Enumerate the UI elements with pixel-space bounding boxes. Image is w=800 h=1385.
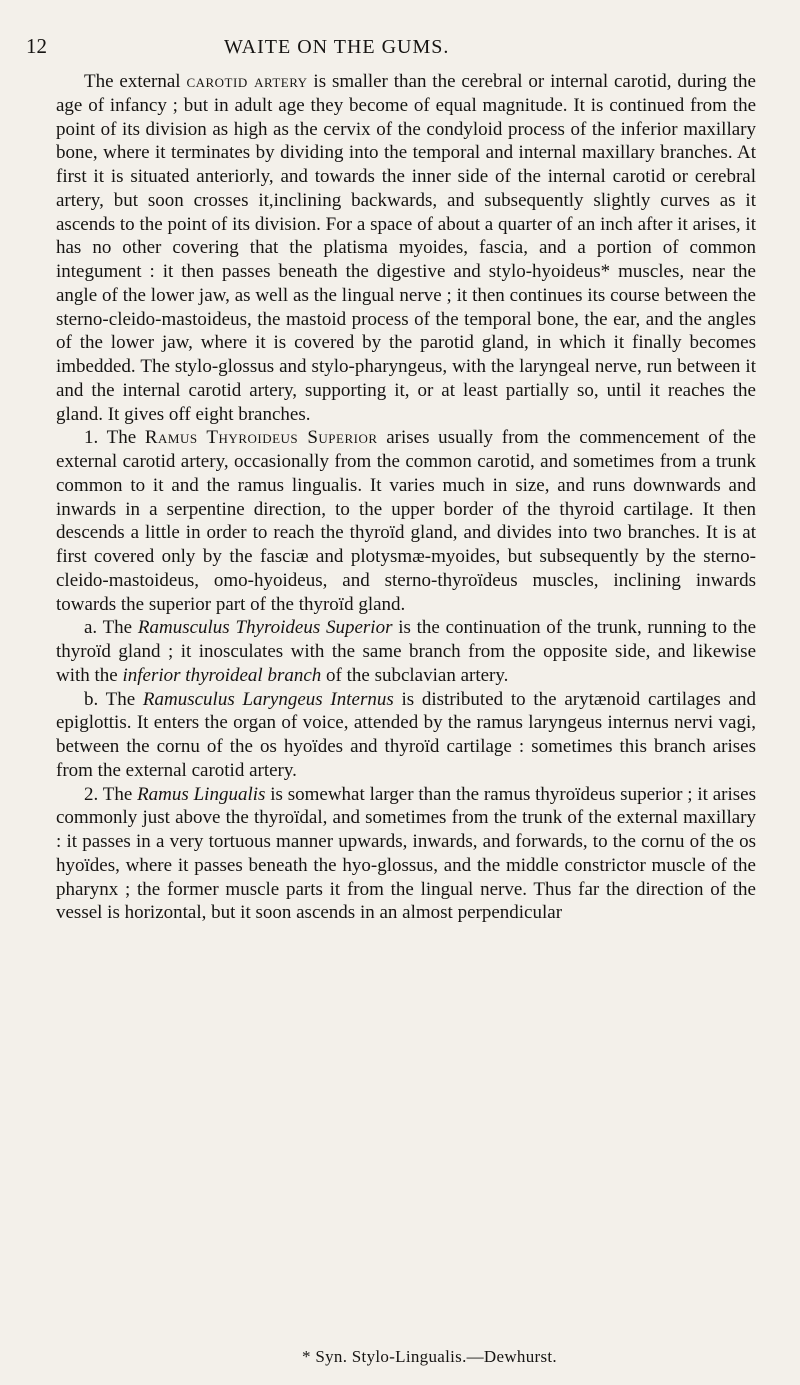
footnote: * Syn. Stylo-Lingualis.—Dewhurst. — [302, 1347, 557, 1366]
text-run: The external — [84, 71, 187, 92]
running-head — [26, 34, 756, 64]
italic-term: inferior thyroideal branch — [122, 664, 322, 686]
small-caps-term: carotid artery — [186, 71, 308, 92]
text-run: is smaller than the cerebral or internal carotid, during the age of infancy ; but in adult age they become of equal magnitude. It is continued from the point of its division as high as the cervix of the condyloid process of the inferior maxillary bone, where it terminates by dividing into the temporal and internal maxillary branches. At first it is situated anteriorly, and towards the inner side of the internal carotid or cerebral artery, but soon crosses it,inclining backwards, and subsequently slightly curves as it ascends to the point of its division. For a space of about a quarter of an inch after it arises, it has no other covering that the platisma myoides, fascia, and a portion of common integument : it then passes beneath the digestive and stylo-hyoideus* muscles, near the angle of the lower jaw, as well as the lingual nerve ; it then continues its course between the sterno-cleido-mastoideus, the mastoid process of the temporal bone, the ear, and the angles of the lower jaw, where it is covered by the parotid gland, in which it finally becomes imbedded. The stylo-glossus and stylo-pharyngeus, with the laryngeal nerve, run between it and the internal carotid artery, supporting it, or at least partially so, until it reaches the gland. It gives off eight branches. — [56, 71, 756, 425]
small-caps-term: Ramus Thyroideus Superior — [144, 427, 378, 449]
paragraph — [56, 70, 756, 426]
italic-term: Ramus Lingualis — [137, 783, 266, 805]
paragraph — [56, 783, 756, 926]
italic-term: Ramusculus Thyroideus Superior — [137, 617, 393, 639]
text-run: b. The — [84, 688, 143, 710]
paragraph — [56, 426, 756, 616]
text-run: arises usually from the commencement of the external carotid artery, occasionally from the common carotid, and sometimes from a trunk common to it and the ramus lingualis. It varies much in size, and runs downwards and inwards in a serpentine direction, to the upper border of the thyroid cartilage. It then descends a little in order to reach the thyroïd gland, and divides into two branches. It is at first covered only by the fasciæ and plotysmæ-myoides, but subsequently by the sterno-cleido-mastoideus, omo-hyoideus, and sterno-thyroïdeus muscles, inclining inwards towards the superior part of the thyroïd gland. — [56, 427, 756, 615]
running-title: WAITE ON THE GUMS. — [224, 36, 450, 58]
body-text — [56, 70, 756, 925]
paragraph — [56, 616, 756, 687]
text-run: is the continuation of the trunk, running to the thyroïd gland ; it inosculates with the same branch from the opposite side, and likewise with the — [56, 617, 757, 686]
text-run: is somewhat larger than the ramus thyroïdeus superior ; it arises commonly just above the thyroïdal, and sometimes from the trunk of the external maxillary : it passes in a very tortuous manner upwards, inwards, and forwards, to the cornu of the os hyoïdes, where it passes beneath the hyo-glossus, and the middle constrictor muscle of the pharynx ; the former muscle parts it from the lingual nerve. Thus far the direction of the vessel is horizontal, but it soon ascends in an almost perpendicular — [56, 783, 756, 924]
paragraph — [56, 688, 756, 783]
page-number: 12 — [26, 34, 47, 58]
text-run: is distributed to the arytænoid cartilages and epiglottis. It enters the organ of voice, attended by the ramus laryngeus internus nervi vagi, between the cornu of the os hyoïdes and thyroïd cartilage : sometimes this branch arises from the external carotid artery. — [56, 688, 756, 781]
text-run: of the subclavian artery. — [321, 664, 509, 686]
italic-term: Ramusculus Laryngeus Internus — [142, 688, 394, 710]
text-run: 2. The — [84, 783, 138, 805]
text-run: a. The — [84, 617, 138, 639]
text-run: 1. The — [84, 427, 145, 449]
